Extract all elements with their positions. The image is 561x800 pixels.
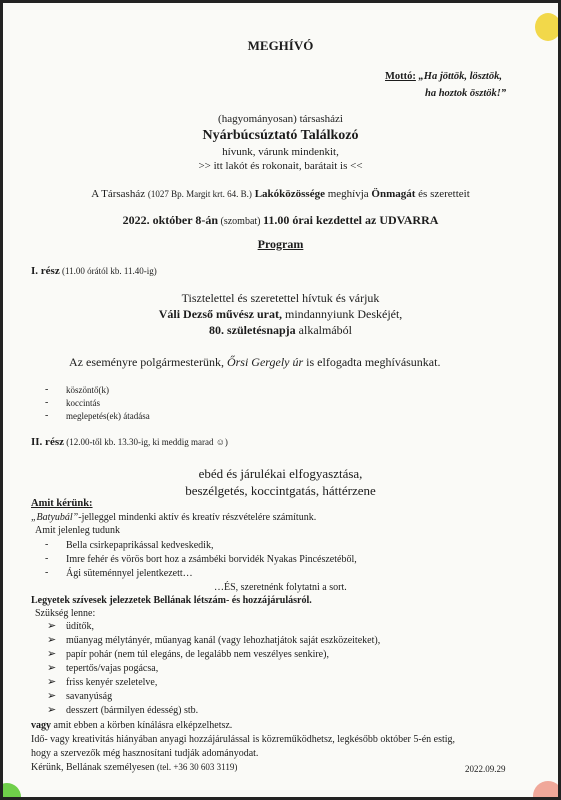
dash-bullet: - [45, 539, 49, 550]
contact-pre: Kérünk, Bellának személyesen [31, 762, 155, 773]
part1-item: koccintás [66, 398, 100, 408]
known-item: Imre fehér és vörös bort hoz a zsámbéki borvidék Nyakas Pincészetéből, [66, 554, 357, 565]
closing-line1 [31, 719, 232, 732]
known-intro: Amit jelenleg tudunk [35, 525, 120, 536]
part2-line1: ebéd és járulékai elfogyasztása, [198, 466, 363, 481]
arrow-bullet-icon: ➢ [47, 648, 57, 660]
part1-time: (11.00 órától kb. 11.40-ig) [59, 266, 157, 276]
contact-phone: (tel. +36 30 603 3119) [154, 762, 238, 772]
invite-mid: meghívja [324, 188, 372, 200]
part1-heading [31, 265, 157, 278]
mayor-pre: Az eseményre polgármesterünk, [69, 355, 227, 369]
arrow-bullet-icon: ➢ [47, 620, 57, 632]
closing-or: vagy [31, 720, 51, 731]
batyu-word: „Batyubál” [31, 512, 79, 523]
motto-line1 [385, 70, 502, 83]
dash-bullet: - [45, 410, 49, 421]
event-day: (szombat) [218, 216, 264, 227]
motto-text-1: „Ha jöttök, lösztök, [418, 71, 502, 82]
needed-item: savanyúság [66, 691, 113, 702]
event-date: 2022. október 8-án [122, 213, 219, 227]
needed-intro: Szükség lenne: [35, 608, 96, 619]
needed-item: tepertős/vajas pogácsa, [66, 663, 159, 674]
closing-line3: hogy a szervezők még hasznosítani tudják adományodat. [31, 748, 259, 759]
green-sticker-dot [3, 783, 21, 797]
dash-bullet: - [45, 567, 49, 578]
part1-line2 [3, 307, 558, 322]
arrow-bullet-icon: ➢ [47, 662, 57, 674]
artist-name: Váli Dezső művész urat, [158, 307, 282, 321]
invite-post: és szeretteit [415, 188, 470, 200]
motto-text-2: ha hoztok ösztök!” [425, 88, 507, 99]
requests-heading: Amit kérünk: [31, 498, 93, 509]
dash-bullet: - [45, 384, 49, 395]
program-heading: Program [257, 237, 304, 251]
intro-line4: >> itt lakót és rokonait, barátait is << [198, 160, 363, 172]
part2-line2: beszélgetés, koccintgatás, háttérzene [185, 483, 376, 498]
arrow-bullet-icon: ➢ [47, 634, 57, 646]
needed-item: műanyag mélytányér, műanyag kanál (vagy lehozhatjátok saját eszközeiteket), [66, 635, 381, 646]
signed-date: 2022.09.29 [465, 764, 506, 774]
batyu-line [31, 511, 316, 524]
part1-line3 [3, 323, 558, 338]
part2-heading [31, 436, 228, 449]
part1-line2-rest: mindannyiunk Deskéjét, [282, 307, 403, 321]
invite-line [3, 188, 558, 201]
page-title: MEGHÍVÓ [247, 38, 314, 53]
dash-bullet: - [45, 397, 49, 408]
intro-line1: (hagyományosan) társasházi [218, 113, 343, 125]
invite-community: Lakóközössége [251, 188, 325, 200]
mayor-name: Őrsi Gergely úr [226, 355, 304, 369]
invite-pre: A Társasház [91, 188, 148, 200]
arrow-bullet-icon: ➢ [47, 704, 57, 716]
part1-item: köszöntő(k) [66, 385, 109, 395]
part2-label: II. rész [31, 436, 64, 448]
closing-rest: amit ebben a körben kínálásra elképzelhetsz. [51, 720, 233, 731]
intro-line3: hívunk, várunk mindenkit, [222, 146, 339, 158]
known-item: Ági süteménnyel jelentkezett… [66, 568, 193, 579]
dash-bullet: - [45, 553, 49, 564]
mayor-post: is elfogadta meghívásunkat. [303, 355, 441, 369]
part1-label: I. rész [31, 265, 60, 277]
closing-line2: Idő- vagy kreativitás hiányában anyagi hozzájárulással is közreműködhetsz, legkésőbb október 5-én estig, [31, 734, 456, 745]
arrow-bullet-icon: ➢ [47, 690, 57, 702]
signup-line: Legyetek szívesek jelezzetek Bellának létszám- és hozzájárulásról. [31, 595, 312, 606]
invitation-paper [3, 3, 558, 797]
yellow-sticker-dot [535, 13, 558, 41]
contact-line [31, 761, 237, 774]
event-name: Nyárbúcsúztató Találkozó [202, 128, 359, 143]
invite-self: Önmagát [371, 188, 416, 200]
mayor-line [69, 355, 440, 370]
arrow-bullet-icon: ➢ [47, 676, 57, 688]
part1-item: meglepetés(ek) átadása [66, 411, 150, 421]
part2-time: (12.00-től kb. 13.30-ig, ki meddig marad ☺) [64, 437, 228, 447]
needed-item: friss kenyér szeletelve, [66, 677, 158, 688]
birthday: 80. születésnapja [209, 323, 296, 337]
batyu-rest: -jelleggel mindenki aktív és kreatív részvételére számítunk. [78, 512, 317, 523]
continue-line: …ÉS, szeretnénk folytatni a sort. [214, 582, 347, 593]
birthday-rest: alkalmából [295, 323, 352, 337]
invite-address: (1027 Bp. Margit krt. 64. B.) [147, 189, 252, 199]
date-line [3, 213, 558, 229]
pink-sticker-dot [533, 781, 558, 797]
part1-line1: Tisztelettel és szeretettel hívtuk és várjuk [181, 291, 380, 305]
needed-item: desszert (bármilyen édesség) stb. [66, 705, 199, 716]
event-time: 11.00 órai kezdettel az UDVARRA [263, 213, 439, 227]
needed-item: üdítők, [66, 621, 95, 632]
needed-item: papír pohár (nem túl elegáns, de legalább nem veszélyes senkire), [66, 649, 329, 660]
known-item: Bella csirkepaprikással kedveskedik, [66, 540, 214, 551]
motto-label: Mottó: [385, 71, 416, 82]
